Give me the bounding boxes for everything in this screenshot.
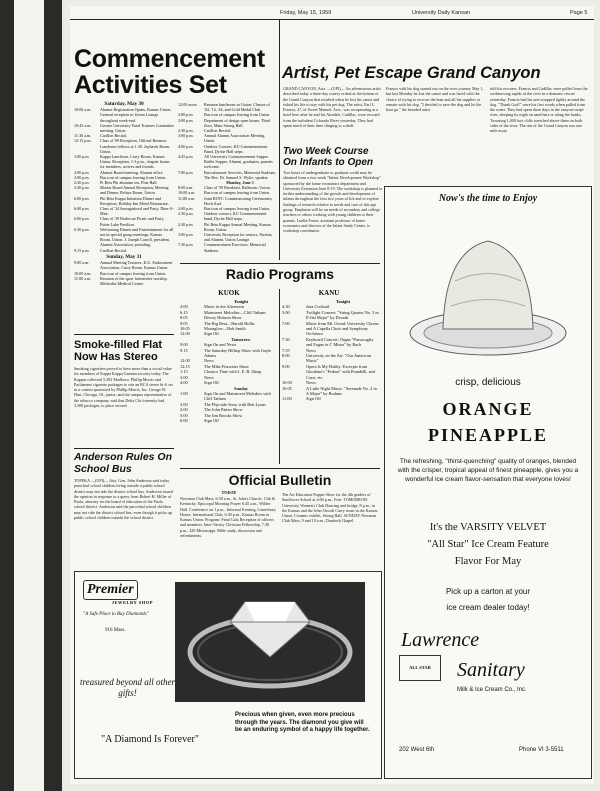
schedule-row: 3:00 p.m. University Reception for seniors, Parents, and Alumni, Union Lounge. [178,232,273,243]
diamond-ring-illustration [175,582,365,702]
schedule-row: 4:00 Sign Off [180,380,219,386]
icecream-copy: The refreshing, "thirst-quenching" quality of oranges, blended with the crisper, tropical appeal of finest pineapple, gives you a wonderful ice cream flavor-sensation that everyone loves! [397,458,579,483]
commencement-headline: Commencement Activities Set [74,45,265,99]
schedule-row: 5:00 Twilight Concert: "String Quartet No. 3 in E-flat Major" by Dvorak [282,309,379,321]
artist-col2: Francis with his dog started out on the river journey May 1, but last Monday he lost the canoe and was faced with the choice of trying to recover the boat and all his supplies or remain with his dog. "I decided to save the dog and let the boat go," the bearded artist [386,86,484,113]
schedule-row: 9:00 Opera Is My Hobby: Excerpts from Giordano's "Fedora" with Prandelli, and Corsi, etc. [282,363,375,380]
workshop-headline: Two Week Course On Infants to Open [283,146,373,168]
kuok-label: KUOK [218,289,240,297]
schedule-row: 2:00 p.m. Bus tour of campus leaving from Union. [178,206,271,212]
icecream-company: Milk & Ice Cream Co., Inc. [457,687,527,693]
schedule-row: 10:45 a.m. Greater University Fund Trustees Committee meeting, Union. [74,122,174,134]
icecream-pickup1: Pick up a carton at your [445,587,531,596]
commencement-schedule-col1 [74,102,174,286]
schedule-row: 10:00 a.m. Bus tour of campus leaving from Union. [74,270,167,276]
schedule-row: 8:00 a.m. Class of '59 Breakfast, Ballroom, Union. [178,185,271,191]
schedule-row: 1:15 Classics Time with J. E. B. Sharp [180,369,262,375]
commencement-schedule-col2 [178,102,276,253]
schedule-row: 2:00 p.m. Department of design open house, Third floor, Main Strong Hall. [178,117,271,128]
schedule-row: 6:30 p.m. Welcoming Dinner and Entertainment for all not in special group meetings, Kansas Room, Union. J. Joseph Carroll, president, Alumni Association, presiding. [74,226,174,248]
anderson-body: TOPEKA —(UPI)— Atty. Gen. John Anderson said today parochial school children living outside a public school district may not ride the district school bus. Anderson issued the opinion in response to a query from Robert H. Miller of Paola, attorney for the board of education of the Paola school district. Anderson said the parochial school children may not ride the district school bus, even though it picks up public school children outside the school district. [74,478,173,521]
workshop-body: Two hours of undergraduate or graduate credit may be obtained from a two-week "Infant Development Workshop" sponsored by the home economics department and University Extension June 8-19. The workshop is planned to further understanding of the growth and development of infants throughout the first two years of life and to explore findings of research relative to needs and care of this age group. Emphasis will be on needs of secondary and college teachers or others working with young children or their parents. Luella Foster, assistant professor of home economics and director of the Infant Study Center, is workshop coordinator. [283,170,383,234]
schedule-row: 7:30 Keyboard Concert: Organ "Passacaglia and Fugue in C Minor" by Bach [282,336,374,348]
schedule-row: 7:55 News [282,347,316,353]
schedule-row: Monday, June 1 [226,180,254,186]
schedule-row: 9:05 The Big Beat—Harold Hollis [180,320,255,326]
jewelry-ad [74,571,382,779]
schedule-row: 2:00 The Flip-side Story with Bob Lyons [180,401,266,407]
schedule-row: 6:00 p.m. Class of '39 Barbecue Picnic and Party, Potter Lake Pavilion. [74,216,165,227]
schedule-row: 2:30 p.m. Carillon Recital. [178,128,232,134]
bulletin-right: The Art Education Puppet Show for the 4th graders of Sunflower School at 4:00 p.m., Free. TOMORROW University Women's Club Dancing and bridge, 8 p.m., in the Kansas and the John Oswalt Curry room in the Kansas Union. Ceramic exhibit, Strong Hall. SUNDAY Newman Club Mass, 9 and 10 a.m., Danforth Chapel. [282,492,378,524]
icecream-address: 202 West 6th [399,747,435,753]
binding-gutter [0,0,62,791]
schedule-row: 12:00 Sign Off [180,331,219,337]
schedule-row: 10:00 News [282,380,316,386]
bulletin-today: TODAY [221,490,237,495]
schedule-row: Tomorrow [231,336,251,342]
schedule-row: 1:00 p.m. Kappa Luncheon, Curry Room, Kansas Union. Reception, 1-3 p.m., chapter house, for members, actives and friends. [74,154,171,170]
icecream-crisp: crisp, delicious [455,377,521,388]
sanitary-logo: Sanitary [457,659,525,681]
icecream-line2: "All Star" Ice Cream Feature [427,539,549,550]
schedule-row: 9:15 The Saturday Hilltop Show with Gayle Adams [180,347,272,359]
smoke-headline: Smoke-filled Flat Now Has Stereo [74,339,163,363]
schedule-row: 9:00 Sign On and News [180,342,237,348]
schedule-row: 11:00 Sign Off [282,396,321,402]
schedule-row: 11:00 a.m. Reunion of the sport fraternities worship, Methodist Medical Center. [74,275,168,286]
schedule-row: 7:00 p.m. Baccalaureate Services, Memorial Stadium, The Rev. Dr. Samuel S. Wylie, speaker. [178,169,276,180]
kanu-schedule [282,299,380,402]
schedule-row: 4:00 p.m. Outdoor Concert, KU Commencement Band, Dyche Hall steps. [178,143,268,154]
schedule-row: 2:30 p.m. Pi Beta Phi alumnae tea, Pine Hall. [74,180,158,186]
artist-col1: GRAND CANYON, Ariz. —(UPI)— An adventurous artist described today a three-day watery ordeal at the bottom of the Grand Canyon that resulted when he lost his canoe and risked his life to stay with his pet dog. The artist, Earl L. Francis, 27, of Sweet Manuel, Ariz., was recuperating at a hotel here after he and his Airedale, Cadillac, were rescued from the turbulent Colorado River yesterday. They had spent much of their time clinging to a shelf. [283,86,381,129]
icecream-flavor-pineapple: PINEAPPLE [427,425,548,445]
bulletin-headline: Official Bulletin [228,472,332,488]
premier-logo: Premier JEWELRY SHOP [83,580,153,610]
jewelry-slogan: "A Diamond Is Forever" [101,734,199,745]
schedule-row: 5:00 The Jim Brooks Show [180,412,243,418]
schedule-row: 2:00 p.m. Bus tour of campus leaving from Union. [74,174,167,180]
kanu-label: KANU [318,289,340,297]
schedule-row: 12:00 noon Reunion luncheons in Union: Classes of '04, '14, '44, and Gold Medal Club. [178,102,270,113]
schedule-row: 10:00 a.m. Bus tour of campus leaving from Union. [178,190,271,196]
schedule-row: 6:00 p.m. Class of '34 Smorgasbord and Party, Dine-A-Mite. [74,206,174,217]
schedule-row: Sunday [234,385,248,391]
header-page: Page 5 [570,10,588,16]
schedule-row: 7:00 Music from Mt. Oread: University Chorus and A Capella Choir and Symphony Orchestra [282,320,379,337]
schedule-row: 10:05 A Little Night Music: "Serenade No. 2 in A Major" by Brahms [282,385,377,396]
lawrence-logo: Lawrence [401,629,480,651]
schedule-row: 7:30 p.m. Commencement Exercises, Memorial Stadium. [178,242,266,253]
jewelry-copy: Precious when given, even more precious through the years. The diamond you give will be an enduring symbol of a happy life together. [235,712,370,733]
jewelry-phrase: treasured beyond all other gifts! [79,677,176,698]
icecream-line1: It's the VARSITY VELVET [429,522,547,533]
schedule-row: 4:00 Music in the Afternoon [180,304,244,310]
schedule-row: 6:00 p.m. Phi Beta Kappa Initiation Dinner and Reception, Holiday Inn Motel Restaurant. [74,195,169,206]
header-date: Friday, May 15, 1959 [280,10,332,16]
schedule-row: Tonight [335,299,351,304]
ice-cream-dish-illustration [405,211,571,361]
schedule-row: 8:00 University on the Air: "Our American Music" [282,353,371,364]
anderson-headline: Anderson Rules On School Bus [74,451,173,475]
jewelry-tagline: "A Safe Place to Buy Diamonds" [83,612,149,617]
icecream-ad [384,186,592,779]
schedule-row: 2:00 p.m. Alumni Board meeting, Alumni office. [74,169,164,175]
schedule-row: 10:05 Moonglow—Bob Smith [180,326,246,332]
schedule-row: 3:00 News [180,374,214,380]
schedule-row: 4:30 Jazz Cocktail [282,304,330,310]
icecream-flavor-orange: ORANGE [442,399,534,419]
schedule-row: 11:00 a.m. Joint ROTC Commissioning Ceremonies, Hoch Aud. [178,195,273,206]
schedule-row: 2:30 p.m. Outdoor concert, KU Commencement band, Dyche Hall steps. [178,211,267,222]
all-star-badge: ALL STAR [399,655,441,681]
schedule-row: 10:00 a.m. Alumni Registration Opens, Kansas Union, General reception in Union Lounge throughout week-end. [74,107,172,123]
artist-headline: Artist, Pet Escape Grand Canyon [282,64,541,82]
schedule-row: 6:15 Mainstreet Melodies—Cliff Tatham [180,309,266,315]
schedule-row: 12:00 News [180,358,214,364]
newspaper-page [70,6,594,784]
schedule-row: 2:00 The John Patten Show [180,407,243,413]
schedule-row: 3:00 p.m. Annual Alumni Association Meeting, Union. [178,133,266,144]
icecream-phone: Phone VI 3-5511 [519,747,564,753]
icecream-pickup2: ice cream dealer today! [446,603,530,612]
schedule-row: 12:15 p.m. Class of '09 Reception, Official Reunion Luncheon follows at 1:30, Jayhawk Room, Union. [74,138,171,154]
jewelry-address: 916 Mass. [105,628,126,633]
schedule-row: 6:00 Sign Off [180,417,219,423]
day-saturday: Saturday, May 30 [104,101,144,107]
schedule-row: 9:15 p.m. Carillon Recital. [74,247,128,253]
day-sunday: Sunday, May 31 [106,253,142,260]
schedule-row: 2:30 p.m. Phi Beta Kappa Annual Meeting, Kansas Room, Union. [178,221,272,232]
header-paper: University Daily Kansan [412,10,471,16]
radio-headline: Radio Programs [225,266,335,282]
icecream-headline: Now's the time to Enjoy [438,193,538,204]
icecream-line3: Flavor For May [454,556,522,567]
schedule-row: Tonight [233,299,249,304]
bulletin-left: Newman Club Mass, 6:30 a.m., St. John's Church, 13th & Kentucky. Episcopal Morning Prayer 6:45 a.m., Wilder Hall. Conference on 1 p.m., Informal Evening, Canterbury House. International Club, 6:30 p.m., Kansas Room in Kansas Union. Program: Final Gala Reception of officers and members. Inter-Varsity Christian Fellowship, 7:30 p.m., 429 Mississippi. Bible study, discussion and refreshments. [180,496,276,539]
schedule-row: 4:45 p.m. All University Commencement Supper. Buffet Supper, Alumni, graduates, parents welcome. [178,154,273,170]
schedule-row: 12:15 The Mike Fitzwater Show [180,363,249,369]
kuok-schedule [180,299,278,423]
schedule-row: 11:30 a.m. Carillon Recital. [74,133,128,139]
schedule-row: 8:05 Dewey Hobson Show [180,315,242,321]
schedule-row: 9:00 a.m. Annual Meeting Trustees, K.U. Endowment Association, Curry Room, Kansas Union. [74,260,173,271]
artist-col3: told his rescuers. Francis and Cadillac were pulled from the swiftmoving rapids of the river in a dramatic rescue yesterday. Francis had his arm wrapped tightly around the dog. "Thank God!" were his first words when pulled from the water. They had spent three days in the canyon-swept river, sleeping by night on sand bars or along the banks. Towering 1,000 foot cliffs stretched above them on both sides of the river. The rim of the Grand Canyon was one mile away. [490,86,588,134]
schedule-row: 2:00 p.m. Bus tour of campus leaving from Union. [178,112,271,118]
schedule-row: 3:30 p.m. Mortar Board Annual Reception, Meeting and Dinner, Relays Room, Union. [74,185,169,196]
schedule-row: 1:00 Sign On and Mainstreet Melodies with Cliff Tatham [180,390,271,402]
smoke-body: Smoking cigarettes proved to have more than a social value for members of Kappa Kappa Gamma sorority today. The Kappas collected 5,382 Marlboro, Phillip Morris and Parliament cigarette packages to win an RCA stereo hi-fi set in a contest sponsored by Phillip Morris, Inc. George W. Hurt, Chicago, Ill., junior, and the campus representative of the tobacco company, said that Delta Chi fraternity had 3,500 packages, to place second. [74,366,173,409]
